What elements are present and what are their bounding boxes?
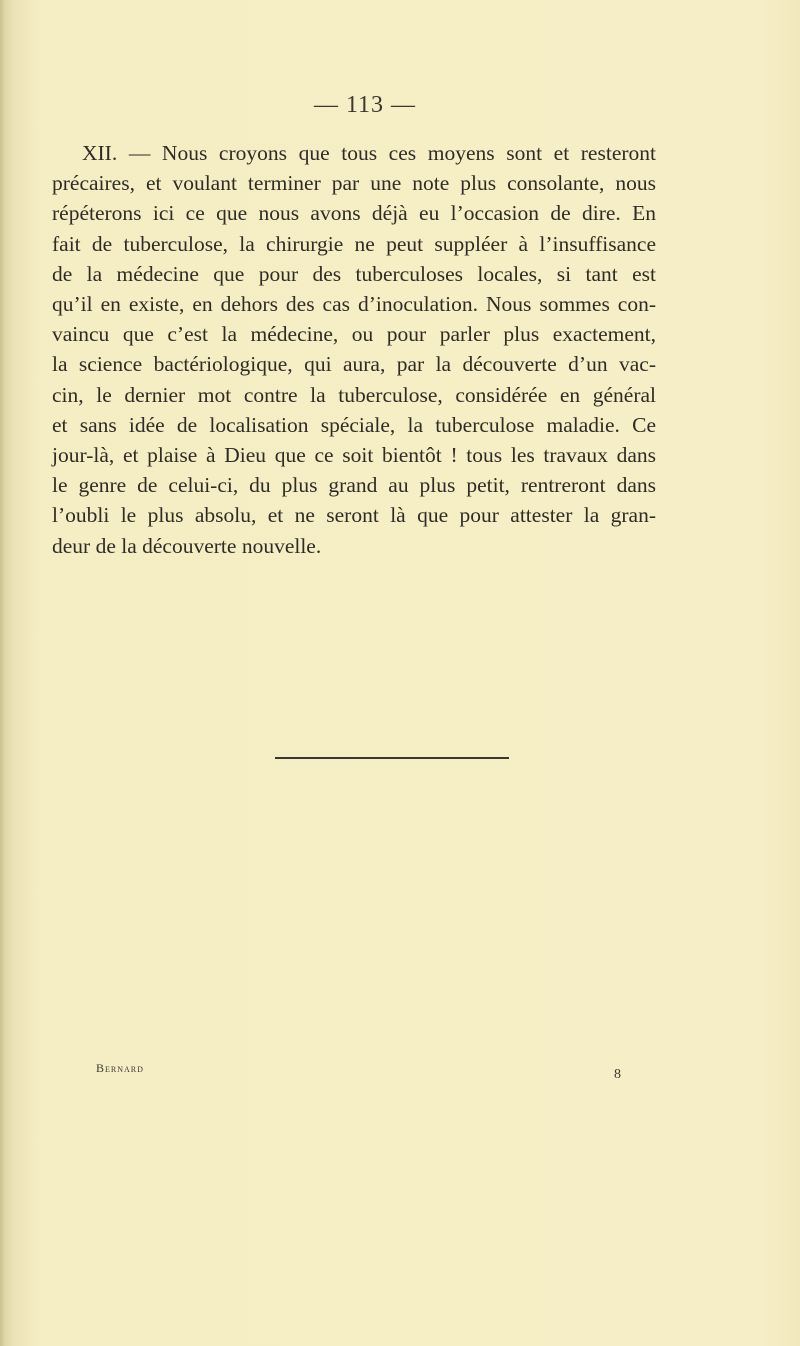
text-line: la science bactériologique, qui aura, par la découverte d’un vac- <box>52 352 656 377</box>
text-line: précaires, et voulant terminer par une note plus consolante, nous <box>52 171 656 196</box>
text-line: répéterons ici ce que nous avons déjà eu l’occasion de dire. En <box>52 201 656 226</box>
text-line: fait de tuberculose, la chirurgie ne peut suppléer à l’insuffisance <box>52 231 656 256</box>
footer-signature: Bernard <box>96 1061 144 1075</box>
page-number: — 113 — <box>313 92 417 118</box>
text-line: de la médecine que pour des tuberculoses locales, si tant est <box>52 261 656 286</box>
page-binding-edge <box>0 0 6 1346</box>
text-line: vaincu que c’est la médecine, ou pour parler plus exactement, <box>52 322 656 347</box>
text-line: deur de la découverte nouvelle. <box>52 533 322 558</box>
footer-sheet-number: 8 <box>614 1067 621 1082</box>
text-line: qu’il en existe, en dehors des cas d’inoculation. Nous sommes con- <box>52 292 656 317</box>
section-divider <box>275 757 509 759</box>
text-line: cin, le dernier mot contre la tuberculose, considérée en général <box>52 382 656 407</box>
text-line: et sans idée de localisation spéciale, la tuberculose maladie. Ce <box>52 412 656 437</box>
text-line: le genre de celui-ci, du plus grand au plus petit, rentreront dans <box>52 473 656 498</box>
text-line: jour-là, et plaise à Dieu que ce soit bientôt ! tous les travaux dans <box>52 443 656 468</box>
text-line: l’oubli le plus absolu, et ne seront là que pour attester la gran- <box>52 503 656 528</box>
text-line: XII. — Nous croyons que tous ces moyens sont et resteront <box>82 141 656 165</box>
body-paragraph <box>52 138 656 561</box>
